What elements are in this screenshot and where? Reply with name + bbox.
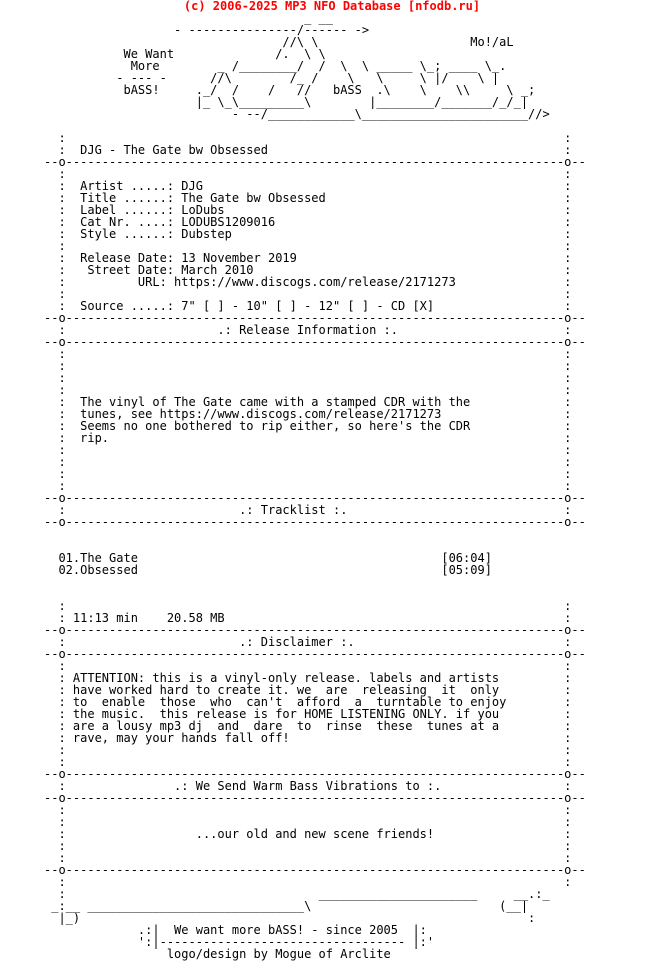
nfo-text: _ __ - ---------------/------ -> //\ \ Mo!/aL We Want /. \ \ More _ /________/ / \ \ _____ \_; ____ \_. - --- - //\ /_ / \ \ \ |/ \ | bASS! ._/ / / // bASS .\ \ \\ \ _; |_ \_\_________\ |________/_______/_/_| - --/____________\_______________________//> : : : DJG - The Gate bw Obsessed : --o---------------------------------------------------------------------o-- : : : Artist .....: DJG : : Title ......: The Gate bw Obsessed : : Label ......: LoDubs : : Cat Nr. ....: LODUBS1209016 : : Style ......: Dubstep : : : : Release Date: 13 November 2019 : : Street Date: March 2010 : : URL: https://www.discogs.com/release/2171273 : : : : Source .....: 7" [ ] - 10" [ ] - 12" [ ] - CD [X] : --o---------------------------------------------------------------------o-- : .: Release Information :. : --o---------------------------------------------------------------------o-- : : : : : : : : : The vinyl of The Gate came with a stamped CDR with the : : tunes, see https://www.discogs.com/release/2171273 : : Seems no one bothered to rip either, so here's the CDR : : rip. : : : : : : : : : --o---------------------------------------------------------------------o-- : .: Tracklist :. : --o---------------------------------------------------------------------o-- 01.The Gate [06:04] 02.Obsessed [05:09] : : : 11:13 min 20.58 MB : --o---------------------------------------------------------------------o-- : .: Disclaimer :. : --o---------------------------------------------------------------------o-- : : : ATTENTION: this is a vinyl-only release. labels and artists : : have worked hard to create it. we are releasing it only : : to enable those who can't afford a turntable to enjoy : : the music. this release is for HOME LISTENING ONLY. if you : : are a lousy mp3 dj and dare to rinse these tunes at a : : rave, may your hands fall off! : : : : : --o---------------------------------------------------------------------o-- : .: We Send Warm Bass Vibrations to :. : --o---------------------------------------------------------------------o-- : : : : : ...our old and new scene friends! : : : : : --o---------------------------------------------------------------------o-- : : : ______________________ __.:_ _:__ ______________________________\ (__| |_) : .:| We want more bASS! - since 2005 |: ':|---------------------------------- |:' logo/design by Mogue of Arclite bbox=[44, 11, 586, 961]
site-header-copyright: (c) 2006-2025 MP3 NFO Database [nfodb.ru] bbox=[183, 0, 481, 13]
